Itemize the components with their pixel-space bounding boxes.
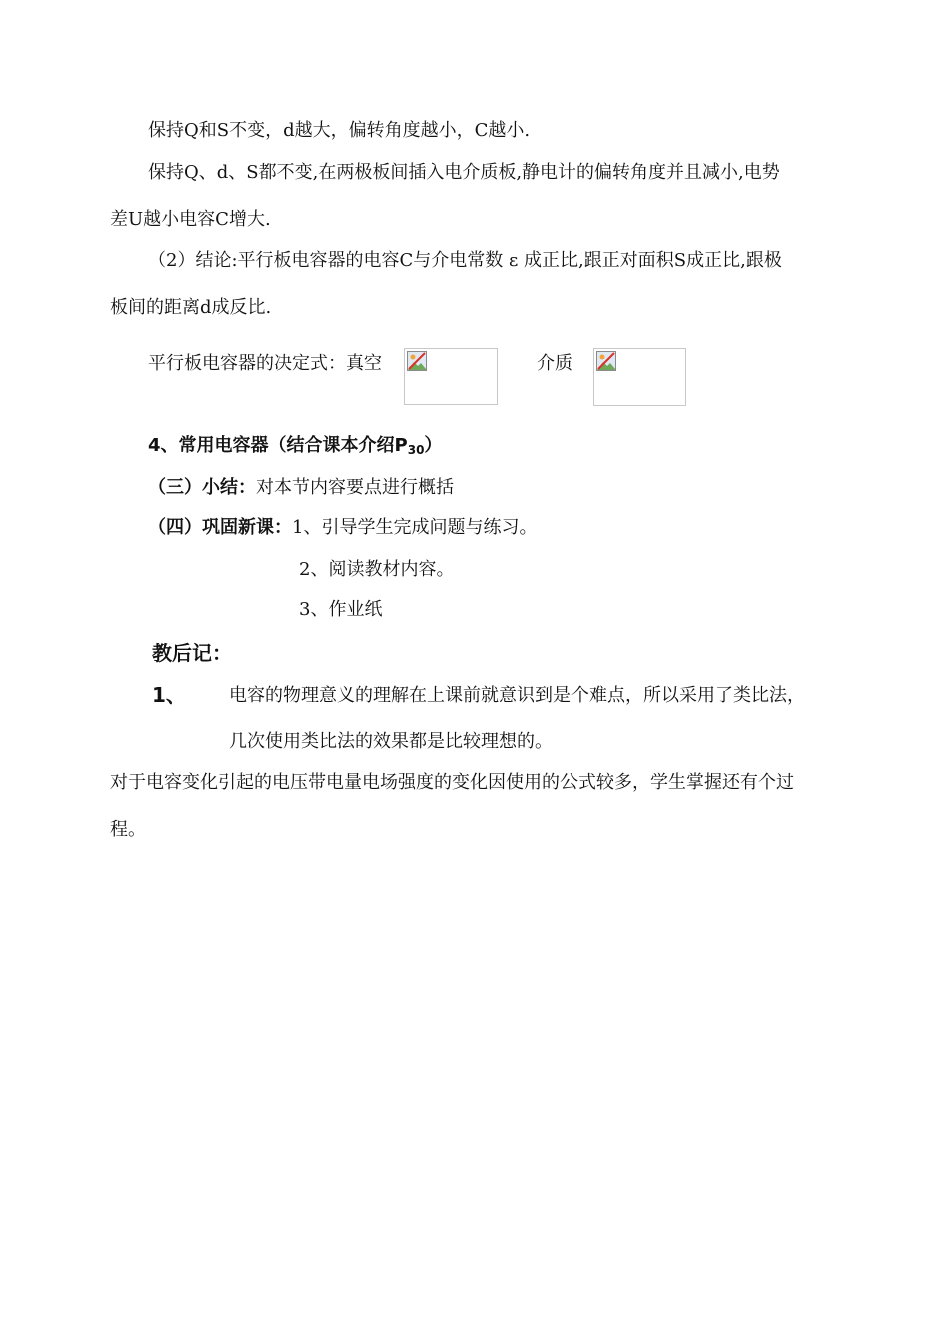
medium-formula-image bbox=[593, 348, 686, 406]
consolidation-item-1: 1、引导学生完成问题与练习。 bbox=[292, 517, 538, 538]
consolidation-label: （四）巩固新课： bbox=[148, 517, 292, 538]
consolidation-line bbox=[148, 516, 537, 540]
consolidation-item-2: 2、阅读教材内容。 bbox=[299, 559, 455, 580]
reflection-1-line-1: 电容的物理意义的理解在上课前就意识到是个难点，所以采用了类比法， bbox=[229, 685, 805, 706]
summary-text: 对本节内容要点进行概括 bbox=[256, 477, 454, 498]
summary-label: （三）小结： bbox=[148, 477, 256, 498]
broken-image-icon bbox=[407, 351, 427, 371]
conclusion-line-2: 板间的距离d成反比. bbox=[110, 297, 272, 318]
reflection-2-line-2: 程。 bbox=[110, 819, 146, 840]
reflection-1-line-2: 几次使用类比法的效果都是比较理想的。 bbox=[229, 731, 553, 752]
vacuum-formula-image bbox=[404, 348, 498, 405]
formula-label: 平行板电容器的决定式：真空 bbox=[148, 353, 382, 374]
section-4-main: 4、常用电容器（结合课本介绍P bbox=[148, 435, 408, 456]
text-line-2: 保持Q、d、S都不变,在两极板间插入电介质板,静电计的偏转角度并且减小,电势 bbox=[148, 162, 780, 183]
section-4-subscript: 30 bbox=[407, 443, 425, 457]
summary-line bbox=[148, 476, 454, 500]
section-4-end: ） bbox=[424, 435, 443, 456]
section-4-heading bbox=[148, 434, 442, 462]
conclusion-line-1: （2）结论:平行板电容器的电容C与介电常数 ε 成正比,跟正对面积S成正比,跟极 bbox=[148, 250, 782, 271]
broken-image-icon bbox=[596, 351, 616, 371]
reflection-2-line-1: 对于电容变化引起的电压带电量电场强度的变化因使用的公式较多，学生掌握还有个过 bbox=[110, 772, 794, 793]
text-line-1: 保持Q和S不变，d越大，偏转角度越小，C越小. bbox=[148, 120, 531, 141]
reflection-title: 教后记： bbox=[152, 641, 232, 665]
reflection-number: 1、 bbox=[152, 683, 186, 707]
consolidation-item-3: 3、作业纸 bbox=[299, 599, 383, 620]
medium-label: 介质 bbox=[537, 353, 573, 374]
text-line-3: 差U越小电容C增大. bbox=[110, 209, 271, 230]
